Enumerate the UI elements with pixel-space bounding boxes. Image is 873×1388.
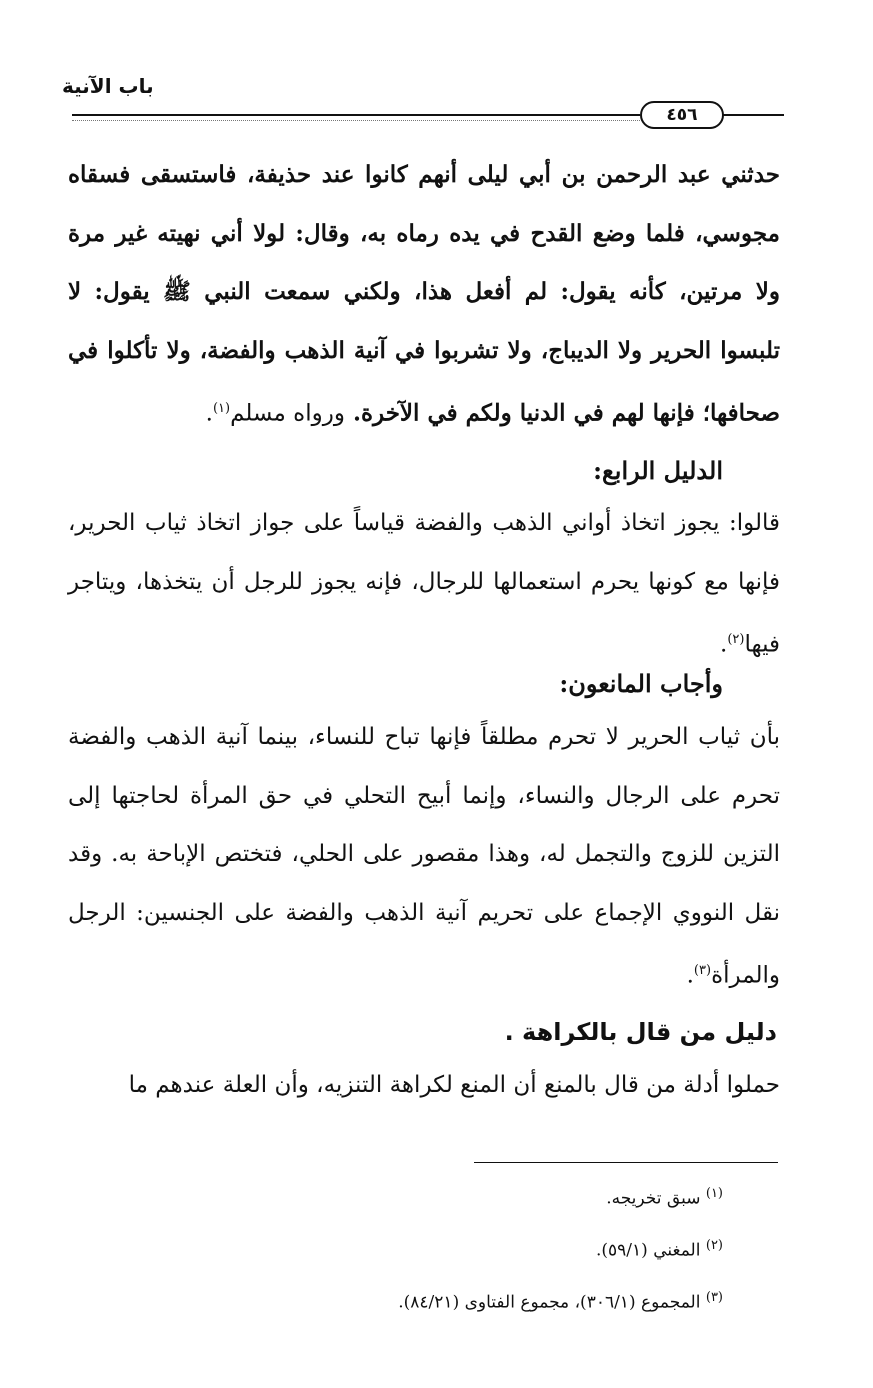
reply-text: بأن ثياب الحرير لا تحرم مطلقاً فإنها تباح للنساء، بينما آنية الذهب والفضة تحرم على الرجال والنساء، وإنما أبيح التحلي في حق المرأة لحاجتها إلى التزين للزوج والتجمل له، وهذا مقصور على الحلي، فتختص الإباحة به. وقد نقل النووي الإجماع على تحريم آنية الذهب والفضة على الجنسين: الرجل والمرأة: [68, 724, 780, 989]
footnote-2-text: المغني (٥٩/١).: [596, 1240, 701, 1261]
footnote-2: [596, 1238, 723, 1261]
footnote-ref-3: (٣): [693, 963, 712, 978]
reply-heading: وأجاب المانعون:: [559, 669, 723, 698]
hadith-paragraph: حدثني عبد الرحمن بن أبي ليلى أنهم كانوا عند حذيفة، فاستسقى فسقاه مجوسي، فلما وضع القدح في يده رماه به، وقال: لولا أني نهيته غير مرة ولا مرتين، كأنه يقول: لم أفعل هذا، ولكني سمعت النبي ﷺ يقول: لا تلبسوا الحرير ولا الديباج، ولا تشربوا في آنية الذهب والفضة، ولا تأكلوا في صحافها؛ فإنها لهم في الدنيا ولكم في الآخرة. ورواه مسلم$^{(١)}$.: [68, 161, 780, 427]
karaha-paragraph: [68, 1056, 780, 1115]
karaha-heading: دليل من قال بالكراهة .: [504, 1018, 777, 1046]
footnote-1-text: سبق تخريجه.: [606, 1188, 701, 1209]
footnote-separator: [474, 1162, 778, 1163]
footnote-ref-1: (١): [212, 401, 231, 416]
hadith-text: حدثني عبد الرحمن بن أبي ليلى أنهم كانوا عند حذيفة، فاستسقى فسقاه مجوسي، فلما وضع القدح في يده رماه به، وقال: لولا أني نهيته غير مرة ولا مرتين، كأنه يقول: لم أفعل هذا، ولكني سمعت النبي ﷺ يقول: لا تلبسوا الحرير ولا الديباج، ولا تشربوا في آنية الذهب والفضة، ولا تأكلوا في صحافها؛ فإنها لهم في الدنيا ولكم في الآخرة.: [68, 161, 780, 427]
footnote-2-number: (٢): [705, 1238, 723, 1253]
footnote-3-number: (٣): [705, 1290, 723, 1305]
header-rule-dotted: [72, 120, 640, 121]
fourth-evidence-text: قالوا: يجوز اتخاذ أواني الذهب والفضة قياساً على جواز اتخاذ ثياب الحرير، فإنها مع كونها يحرم استعمالها للرجال، فإنه يجوز للرجل أن يتخذها، ويتاجر فيها: [68, 510, 780, 658]
footnote-3-text: المجموع (٣٠٦/١)، مجموع الفتاوى (٨٤/٢١).: [398, 1292, 701, 1313]
running-header-title: باب الآنية: [62, 74, 154, 98]
hadith-source: ورواه مسلم: [230, 400, 345, 427]
fourth-evidence-heading: الدليل الرابع:: [593, 456, 723, 485]
fourth-evidence-paragraph: قالوا: يجوز اتخاذ أواني الذهب والفضة قياساً على جواز اتخاذ ثياب الحرير، فإنها مع كونها يحرم استعمالها للرجال، فإنه يجوز للرجل أن يتخذها، ويتاجر فيها$^{(٢)}$.: [68, 510, 780, 658]
footnote-3: [398, 1290, 723, 1313]
footnote-1-number: (١): [705, 1186, 723, 1201]
karaha-text: حملوا أدلة من قال بالمنع أن المنع لكراهة التنزيه، وأن العلة عندهم ما: [128, 1072, 780, 1098]
header-rule: [72, 114, 640, 116]
footnote-1: [606, 1186, 723, 1209]
footnote-ref-2: (٢): [727, 632, 745, 647]
reply-paragraph: بأن ثياب الحرير لا تحرم مطلقاً فإنها تباح للنساء، بينما آنية الذهب والفضة تحرم على الرجال والنساء، وإنما أبيح التحلي في حق المرأة لحاجتها إلى التزين للزوج والتجمل له، وهذا مقصور على الحلي، فتختص الإباحة به. وقد نقل النووي الإجماع على تحريم آنية الذهب والفضة على الجنسين: الرجل والمرأة$^{(٣)}$.: [68, 724, 780, 989]
page-number: ٤٥٦: [640, 101, 724, 129]
header-rule-right: [722, 114, 784, 116]
